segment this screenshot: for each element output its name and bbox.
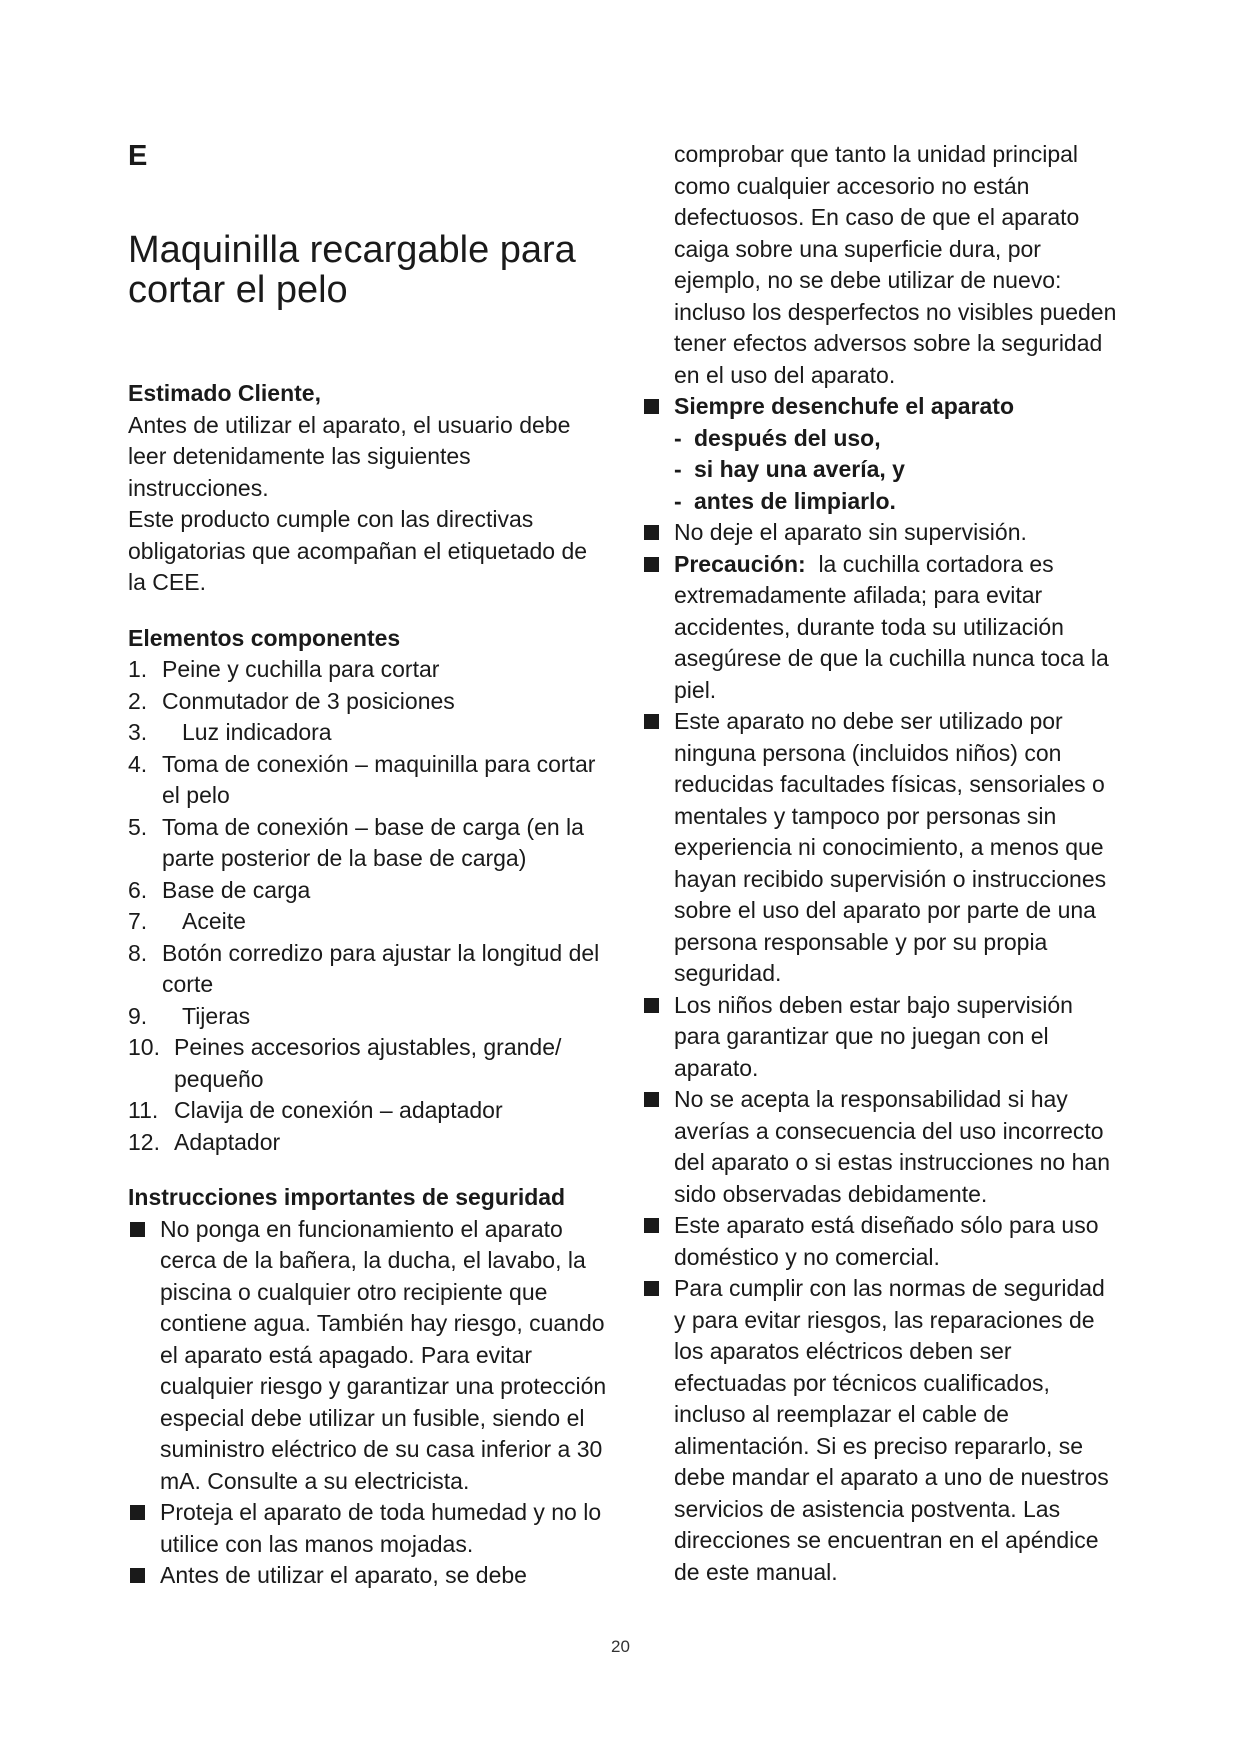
list-item: 10. Peines accesorios ajustables, grande/ pequeño — [128, 1034, 562, 1092]
list-item — [642, 391, 1122, 423]
list-item: Los niños deben estar bajo supervisión para garantizar que no juegan con el aparato. — [642, 990, 1122, 1085]
safety-heading: Instrucciones importantes de seguridad — [128, 1184, 566, 1210]
bullet-square-icon — [644, 714, 659, 729]
bullet-square-icon — [130, 1222, 145, 1237]
list-item: - después del uso, — [674, 424, 881, 451]
greeting: Estimado Cliente, — [128, 380, 321, 406]
safety-list-more — [642, 517, 1122, 1588]
list-item: 12. Adaptador — [128, 1128, 281, 1155]
left-column — [128, 378, 608, 1592]
intro-paragraph: Antes de utilizar el aparato, el usuario debe leer detenidamente las siguientes instrucciones. — [128, 411, 571, 501]
list-item: 11. Clavija de conexión – adaptador — [128, 1097, 503, 1123]
unplug-heading: Siempre desenchufe el aparato — [674, 393, 1015, 419]
list-item: No se acepta la responsabilidad si hay averías a consecuencia del uso incorrecto del aparato o si estas instrucciones no han sido observadas debidamente. — [642, 1084, 1122, 1210]
bullet-square-icon — [644, 1218, 659, 1233]
list-item: 5. Toma de conexión – base de carga (en la parte posterior de la base de carga) — [128, 813, 584, 871]
list-item: 4. Toma de conexión – maquinilla para cortar el pelo — [128, 750, 596, 808]
language-code: E — [128, 140, 148, 172]
list-item: 6. Base de carga — [128, 876, 311, 903]
bullet-square-icon — [644, 557, 659, 572]
list-item: 8. Botón corredizo para ajustar la longitud del corte — [128, 939, 600, 997]
bullet-square-icon — [644, 1092, 659, 1107]
page-title: Maquinilla recargable para cortar el pelo — [128, 229, 576, 312]
list-item: Para cumplir con las normas de seguridad y para evitar riesgos, las reparaciones de los aparatos eléctricos deben ser efectuadas por técnicos cualificados, incluso al reemplazar el cable de alimentación. Si es preciso repararlo, se debe mandar el aparato a uno de nuestros servicios de asistencia postventa. Las direcciones se encuentran en el apéndice de este manual. — [642, 1273, 1122, 1588]
components-list — [128, 654, 608, 1158]
list-item: - antes de limpiarlo. — [674, 487, 896, 514]
list-item: Precaución: la cuchilla cortadora es extremadamente afilada; para evitar accidentes, durante toda su utilización asegúrese de que la cuchilla nunca toca la piel. — [642, 549, 1122, 707]
list-item: No deje el aparato sin supervisión. — [642, 517, 1122, 549]
bullet-square-icon — [644, 399, 659, 414]
list-item: - si hay una avería, y — [674, 456, 905, 482]
list-item: 9. Tijeras — [128, 1002, 251, 1029]
list-item: 2. Conmutador de 3 posiciones — [128, 687, 455, 714]
safety-list-continued — [642, 391, 1122, 423]
list-item: 1. Peine y cuchilla para cortar — [128, 656, 440, 682]
list-item: Proteja el aparato de toda humedad y no lo utilice con las manos mojadas. — [128, 1497, 608, 1560]
right-column — [642, 139, 1122, 1588]
caution-label: Precaución: — [674, 550, 806, 577]
bullet-square-icon — [644, 525, 659, 540]
bullet-square-icon — [644, 1281, 659, 1296]
safety-list — [128, 1214, 608, 1592]
list-item: Antes de utilizar el aparato, se debe — [128, 1560, 608, 1592]
continuation-paragraph: comprobar que tanto la unidad principal como cualquier accesorio no están defectuosos. En caso de que el aparato caiga sobre una superficie dura, por ejemplo, no se debe utilizar de nuevo: incluso los desperfectos no visibles pueden tener efectos adversos sobre la seguridad en el uso del aparato. — [674, 141, 1117, 388]
unplug-sublist — [642, 423, 1122, 518]
list-item: 7. Aceite — [128, 908, 246, 934]
list-item: No ponga en funcionamiento el aparato cerca de la bañera, la ducha, el lavabo, la piscina o cualquier otro recipiente que contiene agua. También hay riesgo, cuando el aparato está apagado. Para evitar cualquier riesgo y garantizar una protección especial debe utilizar un fusible, siendo el suministro eléctrico de su casa inferior a 30 mA. Consulte a su electricista. — [128, 1214, 608, 1498]
bullet-square-icon — [130, 1505, 145, 1520]
bullet-square-icon — [644, 998, 659, 1013]
list-item: 3. Luz indicadora — [128, 719, 332, 745]
list-item: Este aparato está diseñado sólo para uso doméstico y no comercial. — [642, 1210, 1122, 1273]
components-heading: Elementos componentes — [128, 624, 401, 651]
directive-paragraph: Este producto cumple con las directivas obligatorias que acompañan el etiquetado de la CEE. — [128, 506, 588, 595]
list-item: Este aparato no debe ser utilizado por ninguna persona (incluidos niños) con reducidas facultades físicas, sensoriales o mentales y tampoco por personas sin experiencia ni conocimiento, a menos que hayan recibido supervisión o instrucciones sobre el uso del aparato por parte de una persona responsable y por su propia seguridad. — [642, 706, 1122, 990]
bullet-square-icon — [130, 1568, 145, 1583]
page-number: 20 — [611, 1637, 630, 1656]
